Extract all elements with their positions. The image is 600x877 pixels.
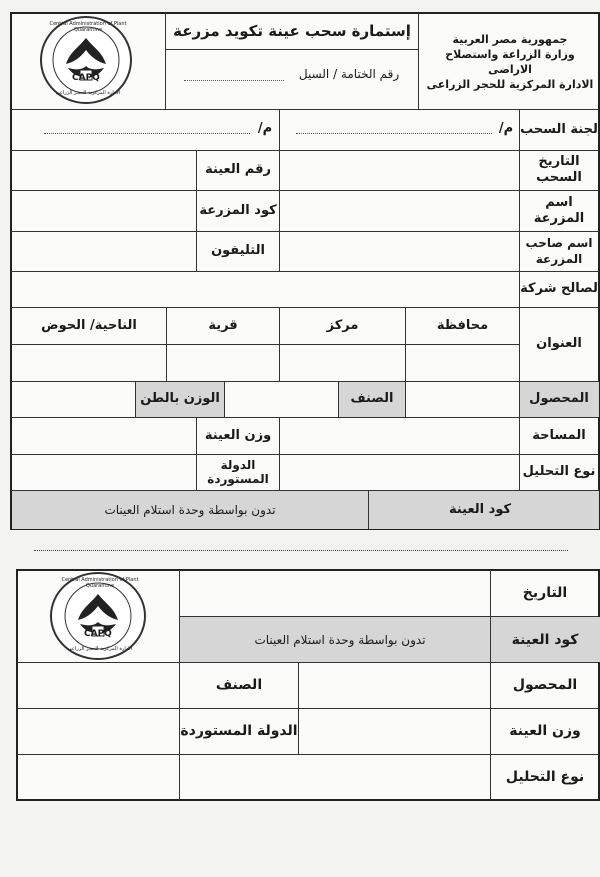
- logo-acronym-2: CAPQ: [84, 629, 112, 639]
- farm-name-field[interactable]: [280, 191, 518, 230]
- sample-code-label: كود العينة: [448, 501, 512, 517]
- lab-note-text: تدون بواسطة وحدة استلام العينات: [104, 502, 276, 517]
- logo-ring-text: Central Administration of Plant Quarantine: [49, 21, 127, 33]
- committee-field-1[interactable]: [280, 111, 490, 149]
- cut-line: [34, 550, 568, 551]
- company-field[interactable]: [12, 272, 518, 306]
- crop-field-2[interactable]: [299, 663, 489, 707]
- district-field[interactable]: [12, 345, 165, 380]
- analysis-type-label: نوع التحليل: [522, 464, 596, 479]
- phone-label: التليفون: [211, 243, 265, 258]
- phone-field[interactable]: [12, 232, 195, 270]
- logo-arabic-text-2: الادارة المركزية للحجر الزراعى: [67, 646, 133, 652]
- logo-ring-text-2: Central Administration of Plant Quarantine: [61, 577, 139, 589]
- importer-country-field-2[interactable]: [18, 709, 178, 753]
- m-label-1: م/: [498, 121, 514, 136]
- ministry-header: [422, 32, 598, 92]
- sample-number-label: رقم العينة: [205, 162, 271, 177]
- seal-number-label: رقم الختامة / السيل: [298, 67, 400, 81]
- header-line-3: الادارة المركزية للحجر الزراعى: [426, 78, 594, 91]
- weight-ton-label: الوزن بالطن: [140, 391, 220, 406]
- committee-label: لجنة السحب: [520, 122, 598, 137]
- area-label: المساحة: [532, 427, 586, 443]
- sample-weight-field-2[interactable]: [299, 709, 489, 753]
- farm-name-label: اسم المزرعة: [533, 194, 585, 226]
- analysis-type-field[interactable]: [280, 455, 518, 489]
- sample-weight-label-2: وزن العينة: [509, 723, 581, 739]
- capq-seal-logo-2: [50, 572, 146, 660]
- governorate-label: محافظة: [436, 317, 489, 333]
- owner-label: اسم صاحب المزرعة: [525, 236, 593, 266]
- committee-field-2[interactable]: [12, 111, 252, 149]
- company-label: لصالح شركة: [520, 281, 598, 296]
- date-label-2: التاريخ: [522, 585, 568, 601]
- district-label: الناحية/ الحوض: [41, 317, 137, 333]
- variety-field-2[interactable]: [18, 663, 178, 707]
- date-field[interactable]: [280, 151, 518, 189]
- importer-country-label-2: الدولة المستوردة: [180, 722, 298, 739]
- village-field[interactable]: [167, 345, 278, 380]
- form-title: إستمارة سحب عينة تكويد مزرعة: [173, 22, 411, 40]
- owner-field[interactable]: [280, 232, 518, 270]
- variety-field[interactable]: [225, 382, 337, 416]
- crop-field[interactable]: [406, 382, 518, 416]
- date-field-2[interactable]: [180, 571, 489, 615]
- village-label: قرية: [208, 317, 238, 333]
- header-line-2: وزارة الزراعة واستصلاح الاراضى: [445, 48, 575, 76]
- header-line-1: جمهورية مصر العربية: [452, 33, 568, 46]
- variety-label: الصنف: [350, 391, 394, 406]
- sample-weight-field[interactable]: [12, 418, 195, 453]
- importer-country-field[interactable]: [12, 455, 195, 489]
- logo-acronym: CAPQ: [72, 73, 100, 83]
- crop-label-2: المحصول: [512, 677, 578, 693]
- sample-number-field[interactable]: [12, 151, 195, 189]
- importer-country-label: الدولة المستوردة: [207, 458, 269, 486]
- sample-weight-label: وزن العينة: [204, 427, 272, 443]
- address-label: العنوان: [536, 336, 582, 351]
- center-label: مركز: [326, 317, 359, 333]
- analysis-type-label-2: نوع التحليل: [505, 769, 585, 785]
- farm-code-label: كود المزرعة: [199, 202, 277, 218]
- weight-ton-field[interactable]: [12, 382, 134, 416]
- logo-arabic-text: الادارة المركزية للحجر الزراعى: [55, 90, 121, 96]
- area-field[interactable]: [280, 418, 518, 453]
- crop-label: المحصول: [529, 391, 589, 406]
- date-label: التاريخ السحب: [536, 154, 582, 185]
- sample-code-label-2: كود العينة: [511, 631, 579, 648]
- m-label-2: م/: [257, 121, 273, 136]
- governorate-field[interactable]: [406, 345, 518, 380]
- farm-code-field[interactable]: [12, 191, 195, 230]
- analysis-type-field-2[interactable]: [18, 755, 489, 799]
- capq-seal-logo: [40, 16, 132, 104]
- lab-note-text-2: تدون بواسطة وحدة استلام العينات: [254, 632, 426, 647]
- center-field[interactable]: [280, 345, 404, 380]
- variety-label-2: الصنف: [215, 677, 263, 693]
